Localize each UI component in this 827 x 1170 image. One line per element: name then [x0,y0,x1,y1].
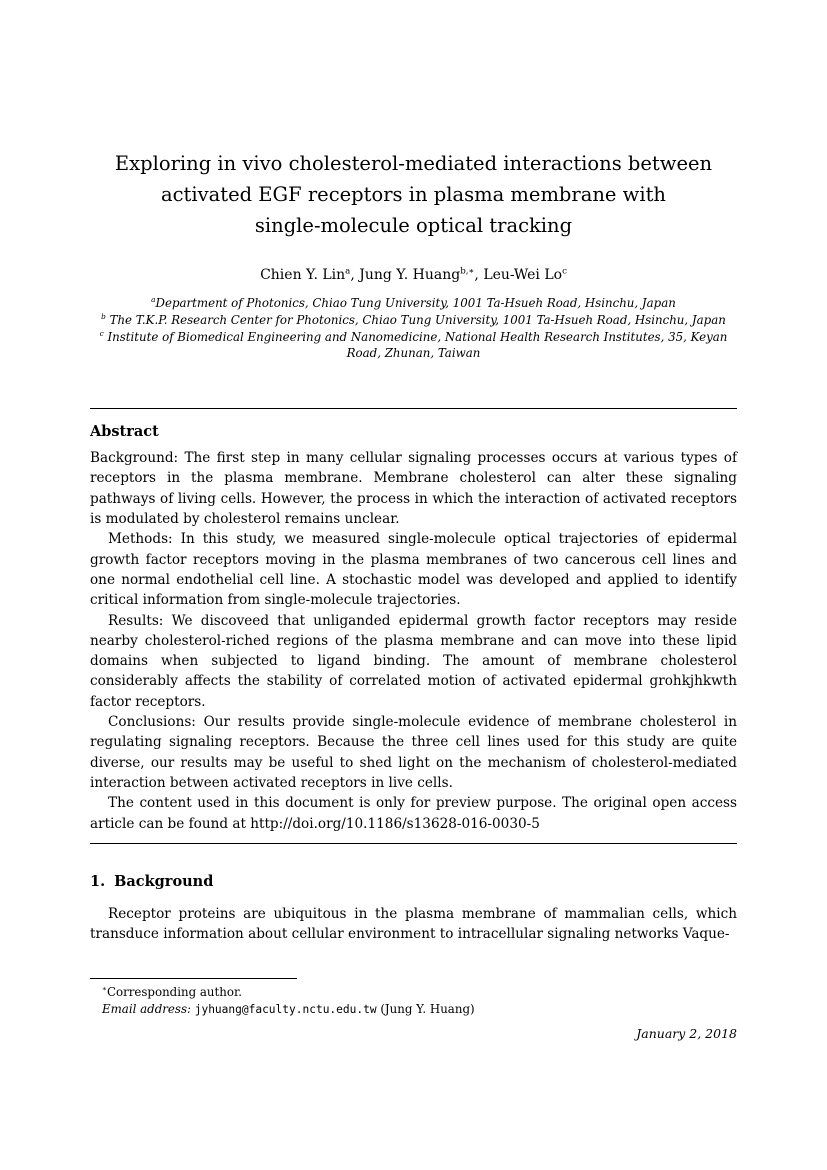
section-title: Background [114,872,214,890]
corresponding-author-text: Corresponding author. [106,985,243,999]
affiliation-c-text: Institute of Biomedical Engineering and Nanomedicine, National Health Research Institutes, 35, Keyan Road, Zhunan, Taiwan [103,329,728,361]
title-line-2: activated EGF receptors in plasma membrane with [160,183,666,206]
affiliations-block [90,295,737,362]
page-content [90,148,737,944]
author-1-affmark: a [345,266,351,277]
affiliation-b [90,312,737,329]
author-2-affmark: b,∗ [460,266,475,277]
abstract-paragraph-preview-note: The content used in this document is only for preview purpose. The original open access article can be found at http://doi.org/10.1186/s13628-016-0030-5 [90,795,737,832]
affiliation-b-mark: b [101,311,106,321]
abstract-paragraph-methods: Methods: In this study, we measured single-molecule optical trajectories of epidermal growth factor receptors moving in the plasma membranes of two cancerous cell lines and one normal endothelial cell line. A stochastic model was developed and applied to identify critical information from single-molecule trajectories. [90,531,737,609]
abstract-paragraph-results: Results: We discoveed that unliganded epidermal growth factor receptors may reside nearby cholesterol-riched regions of the plasma membrane and can move into these lipid domains when subjected to ligand binding. The amount of membrane cholesterol considerably affects the stability of correlated motion of activated epidermal grohkjhkwth factor receptors. [90,612,737,710]
paper-title [90,148,737,241]
author-3-affmark: c [562,266,567,277]
affiliation-c [90,329,737,363]
section-heading-background [90,872,737,892]
corresponding-author-note [90,984,737,1001]
affiliation-b-text: The T.K.P. Research Center for Photonics, Chiao Tung University, 1001 Ta-Hsueh Road, Hsinchu, Japan [105,312,726,327]
affiliation-a-text: Department of Photonics, Chiao Tung University, 1001 Ta-Hsueh Road, Hsinchu, Japan [155,296,676,310]
author-3 [483,267,567,283]
email-address: jyhuang@faculty.nctu.edu.tw [194,1002,377,1016]
author-1 [260,267,359,283]
abstract-paragraph-conclusions: Conclusions: Our results provide single-molecule evidence of membrane cholesterol in regulating signaling receptors. Because the three cell lines used for this study are quite diverse, our results may be useful to shed light on the mechanism of cholesterol-mediated interaction between activated receptors in live cells. [90,714,737,791]
email-label: Email address: [102,1001,191,1016]
abstract-top-rule [90,408,737,409]
author-2-name: Jung Y. Huang [359,267,461,283]
author-separator: , [474,267,484,283]
footnote-block [90,978,737,1018]
affiliation-c-mark: c [99,328,104,338]
author-line [90,265,737,285]
author-3-name: Leu-Wei Lo [483,267,563,283]
footnote-marker: ∗ [102,984,107,994]
abstract-section [90,422,737,834]
author-1-name: Chien Y. Lin [260,267,346,283]
footnote-rule [90,978,297,979]
email-suffix: (Jung Y. Huang) [380,1001,475,1016]
email-line [90,1001,737,1019]
author-separator: , [350,267,360,283]
affiliation-a-mark: a [151,295,156,305]
date-stamp: January 2, 2018 [636,1026,737,1041]
section-number: 1. [90,872,106,890]
body-paragraph: Receptor proteins are ubiquitous in the plasma membrane of mammalian cells, which transduce information about cellular environment to intracellular signaling networks Vaque- [90,905,737,943]
abstract-heading: Abstract [90,423,159,441]
author-2 [359,267,483,283]
abstract-bottom-rule [90,843,737,844]
title-line-1: Exploring in vivo cholesterol-mediated interactions between [114,152,713,175]
title-line-3: single-molecule optical tracking [254,214,573,237]
abstract-paragraph-background: Background: The first step in many cellular signaling processes occurs at various types of receptors in the plasma membrane. Membrane cholesterol can alter these signaling pathways of living cells. However, the process in which the interaction of activated receptors is modulated by cholesterol remains unclear. [90,450,737,528]
affiliation-a [90,295,737,312]
